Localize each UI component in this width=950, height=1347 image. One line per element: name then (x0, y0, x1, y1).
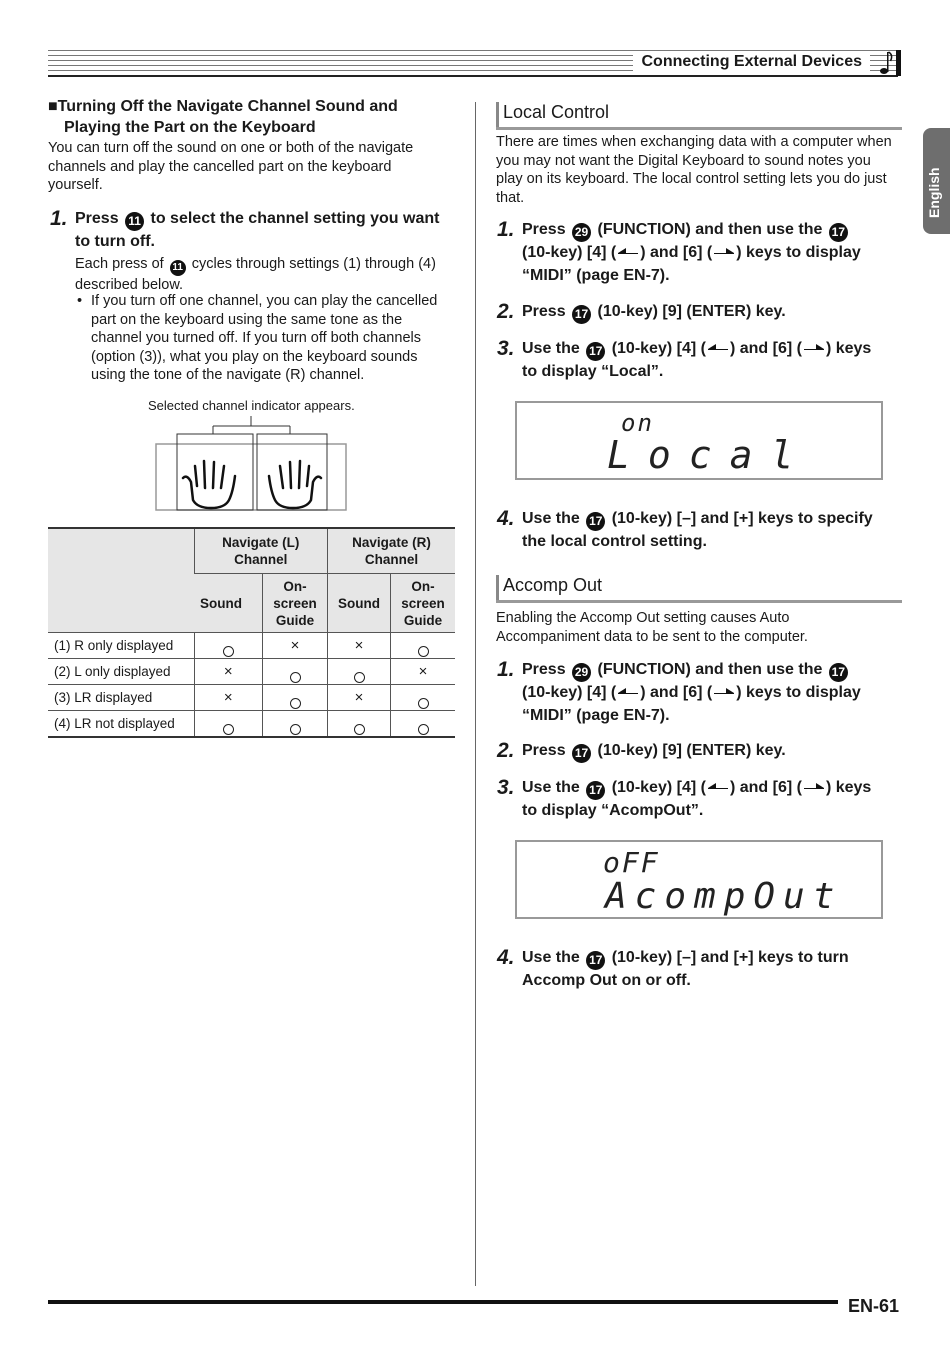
local-control-heading: Local Control (496, 102, 902, 126)
key-11-icon: 11 (125, 212, 144, 231)
music-note-icon (876, 50, 902, 76)
circle-mark-icon (418, 698, 429, 709)
local-step-1: Press 29 (FUNCTION) and then use the 17 (10-key) [4] ( ) and [6] ( ) keys to display “MIDI” (page EN-7). (522, 221, 861, 284)
table-row-label: (2) L only displayed (48, 659, 194, 685)
circle-mark-cell (194, 633, 263, 659)
table-row (48, 711, 455, 738)
left-arrow-icon (616, 247, 640, 255)
cross-mark-cell (263, 633, 328, 659)
circle-mark-icon (354, 672, 365, 683)
circle-mark-icon (290, 724, 301, 735)
cross-mark-icon: × (354, 637, 364, 654)
right-arrow-icon (802, 782, 826, 790)
table-row (48, 659, 455, 685)
table-row-label: (3) LR displayed (48, 685, 194, 711)
right-arrow-icon (712, 687, 736, 695)
circle-mark-cell (194, 711, 263, 738)
accomp-step-1: Press 29 (FUNCTION) and then use the 17 (10-key) [4] ( ) and [6] ( ) keys to display “MIDI” (page EN-7). (522, 661, 861, 724)
step-1-description: Each press of 11 cycles through settings (1) through (4) described below. (75, 256, 436, 293)
step-number: 1. (50, 207, 68, 230)
accomp-out-heading: Accomp Out (496, 575, 902, 599)
table-group-header-right: Navigate (R) Channel (328, 528, 456, 574)
cross-mark-icon: × (223, 663, 233, 680)
section-heading: ■Turning Off the Navigate Channel Sound and Playing the Part on the Keyboard (48, 98, 398, 136)
table-subheader-guide: On- screen Guide (391, 574, 456, 633)
bullet-note: • If you turn off one channel, you can play the cancelled part on the keyboard using the same tone as the channel you turned off. If you turn off both channels (option (3)), what you play on the keyboard sounds using the tone of the navigate (R) channel. (77, 293, 438, 383)
circle-mark-icon (290, 672, 301, 683)
lcd-setting-name: Local (607, 433, 812, 477)
circle-mark-cell (263, 685, 328, 711)
circle-mark-cell (391, 685, 456, 711)
cross-mark-cell (328, 685, 391, 711)
accomp-step-3: Use the 17 (10-key) [4] ( ) and [6] ( ) keys to display “AcompOut”. (522, 779, 872, 819)
lcd-setting-name: AcompOut (605, 876, 843, 917)
circle-mark-cell (391, 711, 456, 738)
key-11-icon: 11 (170, 260, 186, 276)
circle-mark-cell (328, 659, 391, 685)
table-subheader-sound: Sound (328, 574, 391, 633)
table-subheader-sound: Sound (194, 574, 263, 633)
left-arrow-icon (706, 343, 730, 351)
table-row-label: (4) LR not displayed (48, 711, 194, 738)
square-bullet-icon: ■ (48, 98, 58, 115)
ten-key-icon: 17 (829, 223, 848, 242)
ten-key-icon: 17 (586, 781, 605, 800)
local-intro: There are times when exchanging data with a computer when you may not want the Digital Keyboard to sound notes you play on its keyboard. The local control setting lets you do just that. (496, 134, 892, 206)
function-key-icon: 29 (572, 663, 591, 682)
table-subheader-guide: On- screen Guide (263, 574, 328, 633)
accomp-step-2: Press 17 (10-key) [9] (ENTER) key. (522, 740, 912, 763)
ten-key-icon: 17 (572, 305, 591, 324)
intro-paragraph: You can turn off the sound on one or both of the navigate channels and play the cancelled part on the keyboard yourself. (48, 140, 414, 193)
footer-rule (48, 1300, 838, 1304)
step-number: 4. (497, 946, 515, 969)
step-1-text: Press 11 to select the channel setting you want to turn off. (75, 210, 440, 250)
function-key-icon: 29 (572, 223, 591, 242)
circle-mark-cell (263, 659, 328, 685)
cross-mark-cell (194, 659, 263, 685)
ten-key-icon: 17 (829, 663, 848, 682)
column-divider (475, 102, 476, 1286)
step-number: 3. (497, 776, 515, 799)
local-step-4: Use the 17 (10-key) [–] and [+] keys to specify the local control setting. (522, 510, 873, 550)
step-number: 1. (497, 218, 515, 241)
circle-mark-icon (418, 724, 429, 735)
cross-mark-cell (391, 659, 456, 685)
circle-mark-icon (223, 724, 234, 735)
circle-mark-cell (391, 633, 456, 659)
figure-caption: Selected channel indicator appears. (148, 398, 355, 413)
cross-mark-icon: × (354, 689, 364, 706)
table-corner-cell (48, 528, 194, 633)
page-header-title: Connecting External Devices (633, 53, 870, 71)
right-arrow-icon (712, 247, 736, 255)
ten-key-icon: 17 (572, 744, 591, 763)
local-step-3: Use the 17 (10-key) [4] ( ) and [6] ( ) keys to display “Local”. (522, 340, 872, 380)
cross-mark-cell (328, 633, 391, 659)
hands-indicator-figure (155, 416, 350, 513)
circle-mark-cell (263, 711, 328, 738)
accomp-step-4: Use the 17 (10-key) [–] and [+] keys to turn Accomp Out on or off. (522, 949, 849, 989)
cross-mark-icon: × (223, 689, 233, 706)
navigate-channel-table (48, 527, 455, 738)
step-number: 2. (497, 300, 515, 323)
step-number: 1. (497, 658, 515, 681)
cross-mark-cell (194, 685, 263, 711)
circle-mark-icon (290, 698, 301, 709)
lcd-setting-value: oFF (603, 846, 660, 879)
table-row-label: (1) R only displayed (48, 633, 194, 659)
local-step-2: Press 17 (10-key) [9] (ENTER) key. (522, 301, 912, 324)
circle-mark-cell (328, 711, 391, 738)
table-row (48, 685, 455, 711)
circle-mark-icon (418, 646, 429, 657)
ten-key-icon: 17 (586, 951, 605, 970)
step-number: 2. (497, 739, 515, 762)
circle-mark-icon (223, 646, 234, 657)
lcd-display-local (515, 401, 883, 480)
cross-mark-icon: × (418, 663, 428, 680)
left-arrow-icon (616, 687, 640, 695)
ten-key-icon: 17 (586, 512, 605, 531)
table-group-header-left: Navigate (L) Channel (194, 528, 328, 574)
step-number: 4. (497, 507, 515, 530)
left-arrow-icon (706, 782, 730, 790)
lcd-display-accomp (515, 840, 883, 919)
step-number: 3. (497, 337, 515, 360)
table-row (48, 633, 455, 659)
lcd-setting-value: on (621, 409, 654, 437)
accomp-intro: Enabling the Accomp Out setting causes Auto Accompaniment data to be sent to the computer. (496, 610, 808, 645)
ten-key-icon: 17 (586, 342, 605, 361)
cross-mark-icon: × (290, 637, 300, 654)
circle-mark-icon (354, 724, 365, 735)
right-arrow-icon (802, 343, 826, 351)
language-tab: English (923, 128, 950, 234)
page-number: EN-61 (848, 1296, 900, 1316)
bullet-dot: • (77, 293, 83, 309)
